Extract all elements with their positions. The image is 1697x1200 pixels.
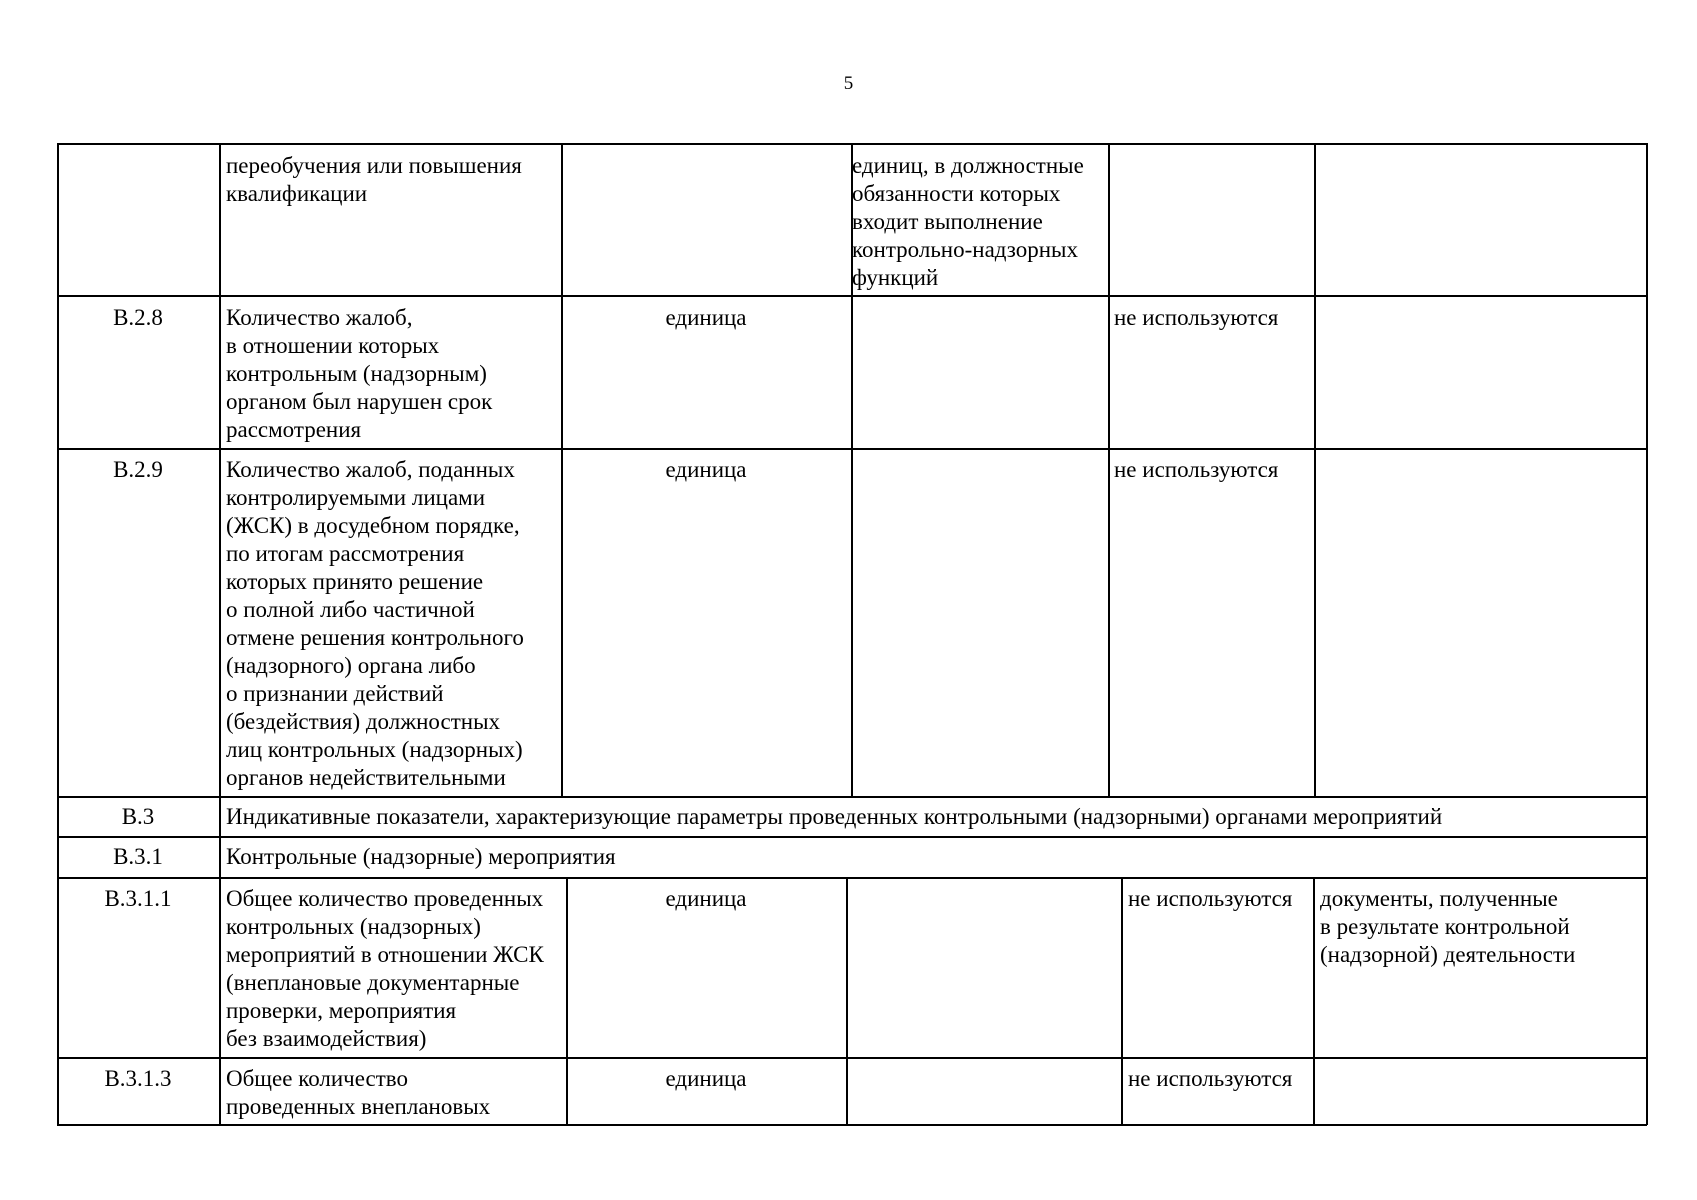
comment-cell: не используются bbox=[1114, 305, 1279, 330]
comment-cell: не используются bbox=[1128, 886, 1293, 911]
indicator-name-cell: Количество жалоб, в отношении которых контрольным (надзорным) органом был нарушен срок рассмотрения bbox=[226, 305, 493, 442]
unit-cell: единица bbox=[665, 305, 747, 330]
formula-cell: единиц, в должностные обязанности которых входит выполнение контрольно-надзорных функций bbox=[852, 153, 1084, 290]
comment-cell: не используются bbox=[1114, 457, 1279, 482]
table-rule bbox=[846, 877, 848, 1125]
table-rule bbox=[1121, 877, 1123, 1125]
indicator-code-cell: В.2.8 bbox=[113, 305, 163, 330]
table-rule bbox=[57, 1057, 1647, 1059]
table-rule bbox=[57, 836, 1647, 838]
unit-cell: единица bbox=[665, 457, 747, 482]
table-rule bbox=[57, 1124, 1647, 1126]
table-rule bbox=[1646, 143, 1648, 1125]
comment-cell: не используются bbox=[1128, 1066, 1293, 1091]
table-rule bbox=[1313, 877, 1315, 1125]
table-rule bbox=[219, 143, 221, 1125]
indicator-name-cell: переобучения или повышения квалификации bbox=[226, 153, 522, 206]
indicator-code-cell: В.3.1.1 bbox=[104, 886, 172, 911]
table-rule bbox=[57, 877, 1647, 879]
source-cell: документы, полученные в результате контрольной (надзорной) деятельности bbox=[1320, 886, 1576, 967]
indicator-code-cell: В.3.1.3 bbox=[104, 1066, 172, 1091]
table-rule bbox=[57, 143, 59, 1125]
page-number: 5 bbox=[843, 73, 854, 94]
section-code-cell: В.3 bbox=[121, 804, 155, 829]
indicator-name-cell: Количество жалоб, поданных контролируемыми лицами (ЖСК) в досудебном порядке, по итогам рассмотрения которых принято решение о полной либо частичной отмене решения контрольного (надзорного) органа либо о признании действий (бездействия) должностных лиц контрольных (надзорных) органов недействительными bbox=[226, 457, 524, 790]
unit-cell: единица bbox=[665, 886, 747, 911]
section-title-cell: Индикативные показатели, характеризующие параметры проведенных контрольными (надзорными) органами мероприятий bbox=[226, 804, 1443, 829]
table-rule bbox=[1314, 143, 1316, 797]
indicator-code-cell: В.2.9 bbox=[113, 457, 163, 482]
section-code-cell: В.3.1 bbox=[113, 844, 163, 869]
table-rule bbox=[1108, 143, 1110, 797]
unit-cell: единица bbox=[665, 1066, 747, 1091]
indicator-name-cell: Общее количество проведенных контрольных (надзорных) мероприятий в отношении ЖСК (внеплановые документарные проверки, мероприятия без взаимодействия) bbox=[226, 886, 544, 1051]
indicator-name-cell: Общее количество проведенных внеплановых bbox=[226, 1066, 491, 1119]
section-title-cell: Контрольные (надзорные) мероприятия bbox=[226, 844, 616, 869]
